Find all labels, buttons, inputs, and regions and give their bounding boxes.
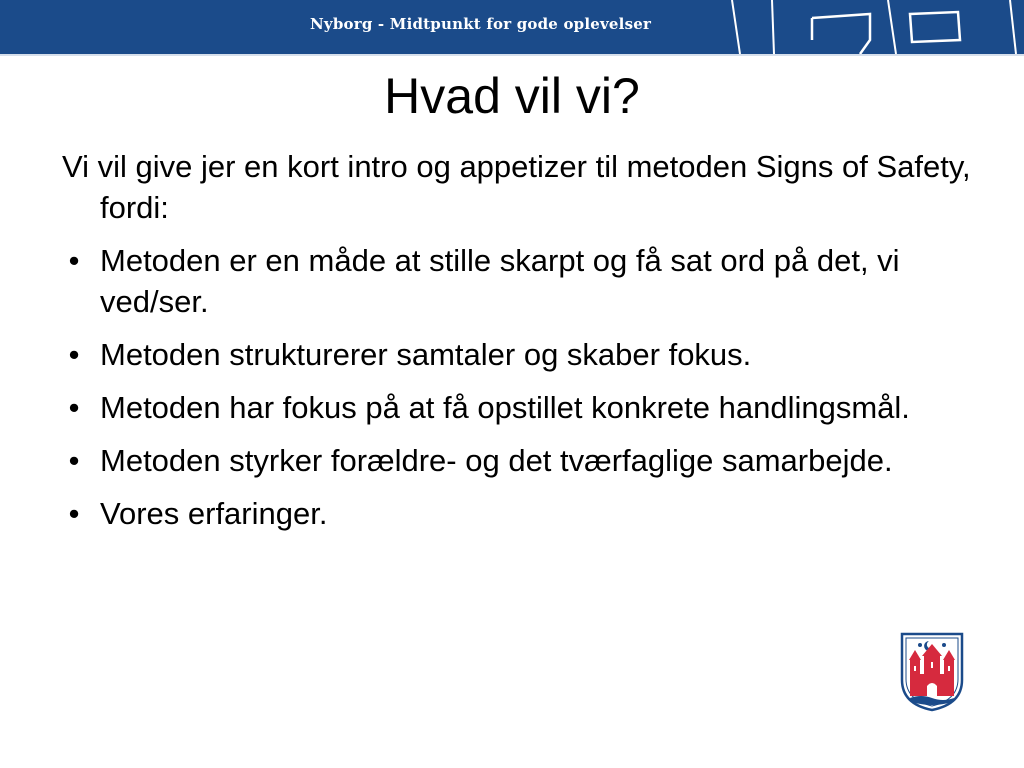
banner-divider [0,54,1024,56]
bullet-mark: • [68,390,80,425]
bullet-mark: • [68,337,80,372]
bullet-mark: • [68,496,80,531]
banner-decoration [720,0,1024,54]
list-item-text: Vores erfaringer. [100,496,328,531]
list-item [62,387,972,428]
bullet-list [62,240,972,534]
banner-tagline: Nyborg - Midtpunkt for gode oplevelser [310,15,652,33]
bullet-mark: • [68,443,80,478]
nyborg-coat-of-arms-icon [896,630,968,712]
slide-title: Hvad vil vi? [384,68,640,124]
list-item-text: Metoden styrker forældre- og det tværfaglige samarbejde. [100,443,893,478]
intro-text: Vi vil give jer en kort intro og appetizer til metoden Signs of Safety, fordi: [62,149,971,225]
list-item [62,493,972,534]
bullet-mark: • [68,243,80,278]
list-item [62,440,972,481]
list-item [62,240,972,322]
slide-body [62,146,972,546]
list-item-text: Metoden strukturerer samtaler og skaber fokus. [100,337,752,372]
list-item-text: Metoden er en måde at stille skarpt og få sat ord på det, vi ved/ser. [100,243,900,319]
list-item [62,334,972,375]
list-item-text: Metoden har fokus på at få opstillet konkrete handlingsmål. [100,390,910,425]
header-banner [0,0,1024,54]
